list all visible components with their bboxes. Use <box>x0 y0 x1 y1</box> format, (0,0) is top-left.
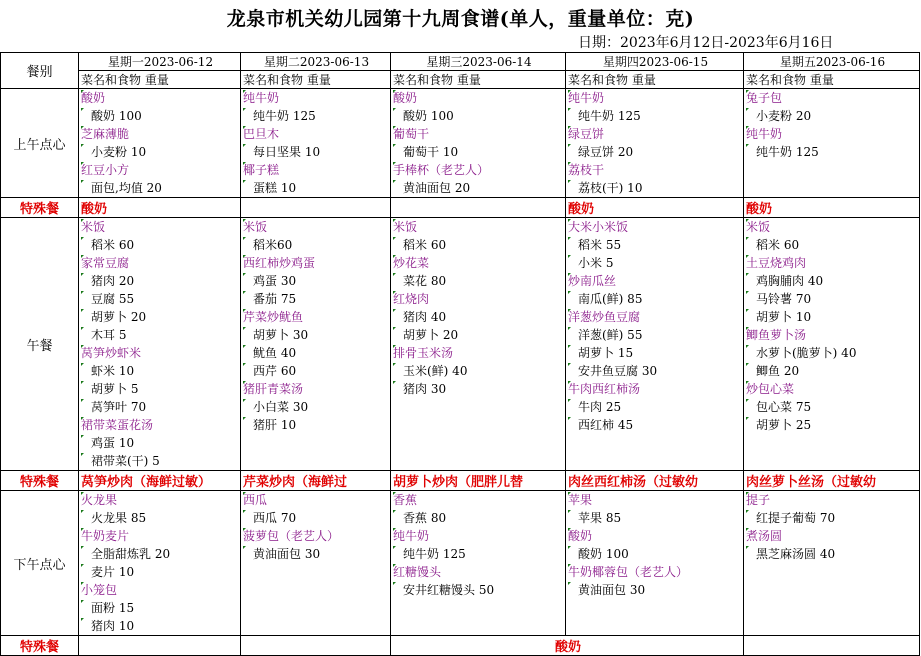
special-meal-label: 特殊餐 <box>1 636 79 656</box>
dish-name: 葡萄干 <box>393 125 565 143</box>
header-day-row <box>1 53 920 71</box>
ingredient-line: 稻米 60 <box>746 236 919 254</box>
ingredient-line: 黄油面包 20 <box>393 179 565 197</box>
dish-name: 兔子包 <box>746 89 919 107</box>
dish-name: 纯牛奶 <box>746 125 919 143</box>
ingredient-line: 胡萝卜 20 <box>393 326 565 344</box>
ingredient-line: 黄油面包 30 <box>243 545 390 563</box>
dish-name: 菠萝包（老艺人） <box>243 527 390 545</box>
dish-name: 家常豆腐 <box>81 254 240 272</box>
dish-name: 裙带菜蛋花汤 <box>81 416 240 434</box>
ingredient-line: 葡萄干 10 <box>393 143 565 161</box>
dish-name: 苹果 <box>568 491 743 509</box>
special-tue: 芹菜炒肉（海鲜过 <box>241 471 391 491</box>
ingredient-line: 面包,均值 20 <box>81 179 240 197</box>
ingredient-line: 南瓜(鲜) 85 <box>568 290 743 308</box>
ingredient-line: 稻米 60 <box>393 236 565 254</box>
dish-name: 巴旦木 <box>243 125 390 143</box>
lunch-tue-cell <box>241 218 391 471</box>
dish-name: 芹菜炒鱿鱼 <box>243 308 390 326</box>
dish-name: 炒南瓜丝 <box>568 272 743 290</box>
column-subheader: 菜名和食物 重量 <box>79 71 241 89</box>
day-header-wed: 星期三2023-06-14 <box>391 53 566 71</box>
special-meal-label: 特殊餐 <box>1 471 79 491</box>
special-tue <box>241 636 391 656</box>
ingredient-line: 水萝卜(脆萝卜) 40 <box>746 344 919 362</box>
dish-name: 荔枝干 <box>568 161 743 179</box>
dish-name: 牛奶椰蓉包（老艺人） <box>568 563 743 581</box>
ingredient-line: 胡萝卜 10 <box>746 308 919 326</box>
dish-name: 莴笋炒虾米 <box>81 344 240 362</box>
dish-name: 提子 <box>746 491 919 509</box>
dish-name: 手棒杯（老艺人） <box>393 161 565 179</box>
ingredient-line: 西瓜 70 <box>243 509 390 527</box>
dish-name: 炒花菜 <box>393 254 565 272</box>
special-wed: 胡萝卜炒肉（肥胖儿替 <box>391 471 566 491</box>
ingredient-line: 每日坚果 10 <box>243 143 390 161</box>
dish-name: 酸奶 <box>568 527 743 545</box>
afternoon-wed-cell <box>391 491 566 636</box>
ingredient-line: 鱿鱼 40 <box>243 344 390 362</box>
special-wed <box>391 198 566 218</box>
ingredient-line: 红提子葡萄 70 <box>746 509 919 527</box>
ingredient-line: 豆腐 55 <box>81 290 240 308</box>
dish-name: 火龙果 <box>81 491 240 509</box>
ingredient-line: 苹果 85 <box>568 509 743 527</box>
ingredient-line: 酸奶 100 <box>568 545 743 563</box>
ingredient-line: 猪肉 40 <box>393 308 565 326</box>
ingredient-line: 蛋糕 10 <box>243 179 390 197</box>
column-subheader: 菜名和食物 重量 <box>241 71 391 89</box>
morning-snack-row <box>1 89 920 198</box>
ingredient-line: 香蕉 80 <box>393 509 565 527</box>
lunch-thu-cell <box>566 218 744 471</box>
dish-name: 猪肝青菜汤 <box>243 380 390 398</box>
lunch-label: 午餐 <box>1 218 79 471</box>
special-tue <box>241 198 391 218</box>
special-meal-row-2 <box>1 471 920 491</box>
day-header-tue: 星期二2023-06-13 <box>241 53 391 71</box>
dish-name: 红豆小方 <box>81 161 240 179</box>
ingredient-line: 面粉 15 <box>81 599 240 617</box>
ingredient-line: 纯牛奶 125 <box>243 107 390 125</box>
dish-name: 西红柿炒鸡蛋 <box>243 254 390 272</box>
dish-name: 芝麻薄脆 <box>81 125 240 143</box>
ingredient-line: 鲫鱼 20 <box>746 362 919 380</box>
ingredient-line: 莴笋叶 70 <box>81 398 240 416</box>
column-subheader: 菜名和食物 重量 <box>391 71 566 89</box>
ingredient-line: 鸡蛋 10 <box>81 434 240 452</box>
morning-wed-cell <box>391 89 566 198</box>
dish-name: 米饭 <box>393 218 565 236</box>
morning-thu-cell <box>566 89 744 198</box>
afternoon-mon-cell <box>79 491 241 636</box>
meal-type-header: 餐别 <box>1 53 79 89</box>
ingredient-line: 稻米 60 <box>81 236 240 254</box>
ingredient-line: 玉米(鲜) 40 <box>393 362 565 380</box>
special-thu: 酸奶 <box>566 198 744 218</box>
afternoon-snack-row <box>1 491 920 636</box>
dish-name: 纯牛奶 <box>243 89 390 107</box>
ingredient-line: 小米 5 <box>568 254 743 272</box>
ingredient-line: 木耳 5 <box>81 326 240 344</box>
special-meal-row-1 <box>1 198 920 218</box>
lunch-row <box>1 218 920 471</box>
ingredient-line: 安井红糖馒头 50 <box>393 581 565 599</box>
ingredient-line: 胡萝卜 30 <box>243 326 390 344</box>
ingredient-line: 菜花 80 <box>393 272 565 290</box>
ingredient-line: 纯牛奶 125 <box>393 545 565 563</box>
ingredient-line: 牛肉 25 <box>568 398 743 416</box>
lunch-fri-cell <box>744 218 920 471</box>
ingredient-line: 猪肝 10 <box>243 416 390 434</box>
ingredient-line: 绿豆饼 20 <box>568 143 743 161</box>
ingredient-line: 小白菜 30 <box>243 398 390 416</box>
dish-name: 酸奶 <box>81 89 240 107</box>
lunch-wed-cell <box>391 218 566 471</box>
ingredient-line: 包心菜 75 <box>746 398 919 416</box>
ingredient-line: 荔枝(干) 10 <box>568 179 743 197</box>
special-fri: 酸奶 <box>744 198 920 218</box>
ingredient-line: 胡萝卜 5 <box>81 380 240 398</box>
ingredient-line: 猪肉 10 <box>81 617 240 635</box>
ingredient-line: 猪肉 30 <box>393 380 565 398</box>
ingredient-line: 胡萝卜 15 <box>568 344 743 362</box>
dish-name: 椰子糕 <box>243 161 390 179</box>
ingredient-line: 麦片 10 <box>81 563 240 581</box>
ingredient-line: 番茄 75 <box>243 290 390 308</box>
dish-name: 小笼包 <box>81 581 240 599</box>
dish-name: 酸奶 <box>393 89 565 107</box>
special-thu: 肉丝西红柿汤（过敏幼 <box>566 471 744 491</box>
ingredient-line: 酸奶 100 <box>81 107 240 125</box>
dish-name: 煮汤圆 <box>746 527 919 545</box>
ingredient-line: 全脂甜炼乳 20 <box>81 545 240 563</box>
ingredient-line: 纯牛奶 125 <box>568 107 743 125</box>
date-range: 日期：2023年6月12日-2023年6月16日 <box>578 35 834 51</box>
ingredient-line: 小麦粉 10 <box>81 143 240 161</box>
dish-name: 大米小米饭 <box>568 218 743 236</box>
day-header-fri: 星期五2023-06-16 <box>744 53 920 71</box>
ingredient-line: 胡萝卜 25 <box>746 416 919 434</box>
special-mon <box>79 636 241 656</box>
header-sub-row <box>1 71 920 89</box>
day-header-thu: 星期四2023-06-15 <box>566 53 744 71</box>
dish-name: 土豆烧鸡肉 <box>746 254 919 272</box>
dish-name: 牛奶麦片 <box>81 527 240 545</box>
special-mon: 莴笋炒肉（海鲜过敏） <box>79 471 241 491</box>
ingredient-line: 稻米 55 <box>568 236 743 254</box>
special-meal-row-3 <box>1 636 920 656</box>
dish-name: 牛肉西红柿汤 <box>568 380 743 398</box>
special-fri: 肉丝萝卜丝汤（过敏幼 <box>744 471 920 491</box>
dish-name: 鲫鱼萝卜汤 <box>746 326 919 344</box>
ingredient-line: 西芹 60 <box>243 362 390 380</box>
morning-mon-cell <box>79 89 241 198</box>
ingredient-line: 酸奶 100 <box>393 107 565 125</box>
dish-name: 西瓜 <box>243 491 390 509</box>
ingredient-line: 鸡蛋 30 <box>243 272 390 290</box>
ingredient-line: 猪肉 20 <box>81 272 240 290</box>
ingredient-line: 胡萝卜 20 <box>81 308 240 326</box>
dish-name: 排骨玉米汤 <box>393 344 565 362</box>
dish-name: 绿豆饼 <box>568 125 743 143</box>
special-fri <box>744 636 920 656</box>
ingredient-line: 安井鱼豆腐 30 <box>568 362 743 380</box>
ingredient-line: 纯牛奶 125 <box>746 143 919 161</box>
dish-name: 香蕉 <box>393 491 565 509</box>
afternoon-thu-cell <box>566 491 744 636</box>
ingredient-line: 马铃薯 70 <box>746 290 919 308</box>
special-meal-label: 特殊餐 <box>1 198 79 218</box>
ingredient-line: 火龙果 85 <box>81 509 240 527</box>
ingredient-line: 虾米 10 <box>81 362 240 380</box>
dish-name: 纯牛奶 <box>393 527 565 545</box>
special-wed-thu: 酸奶 <box>391 636 744 656</box>
afternoon-fri-cell <box>744 491 920 636</box>
ingredient-line: 西红柿 45 <box>568 416 743 434</box>
ingredient-line: 裙带菜(干) 5 <box>81 452 240 470</box>
column-subheader: 菜名和食物 重量 <box>744 71 920 89</box>
morning-snack-label: 上午点心 <box>1 89 79 198</box>
dish-name: 米饭 <box>243 218 390 236</box>
dish-name: 洋葱炒鱼豆腐 <box>568 308 743 326</box>
ingredient-line: 小麦粉 20 <box>746 107 919 125</box>
dish-name: 米饭 <box>81 218 240 236</box>
dish-name: 纯牛奶 <box>568 89 743 107</box>
lunch-mon-cell <box>79 218 241 471</box>
dish-name: 米饭 <box>746 218 919 236</box>
menu-title: 龙泉市机关幼儿园第十九周食谱(单人，重量单位：克) <box>226 8 695 30</box>
column-subheader: 菜名和食物 重量 <box>566 71 744 89</box>
ingredient-line: 黄油面包 30 <box>568 581 743 599</box>
morning-tue-cell <box>241 89 391 198</box>
dish-name: 炒包心菜 <box>746 380 919 398</box>
dish-name: 红糖馒头 <box>393 563 565 581</box>
day-header-mon: 星期一2023-06-12 <box>79 53 241 71</box>
ingredient-line: 洋葱(鲜) 55 <box>568 326 743 344</box>
menu-table <box>0 52 920 656</box>
ingredient-line: 稻米60 <box>243 236 390 254</box>
afternoon-tue-cell <box>241 491 391 636</box>
afternoon-snack-label: 下午点心 <box>1 491 79 636</box>
special-mon: 酸奶 <box>79 198 241 218</box>
ingredient-line: 鸡胸脯肉 40 <box>746 272 919 290</box>
dish-name: 红烧肉 <box>393 290 565 308</box>
morning-fri-cell <box>744 89 920 198</box>
ingredient-line: 黑芝麻汤圆 40 <box>746 545 919 563</box>
